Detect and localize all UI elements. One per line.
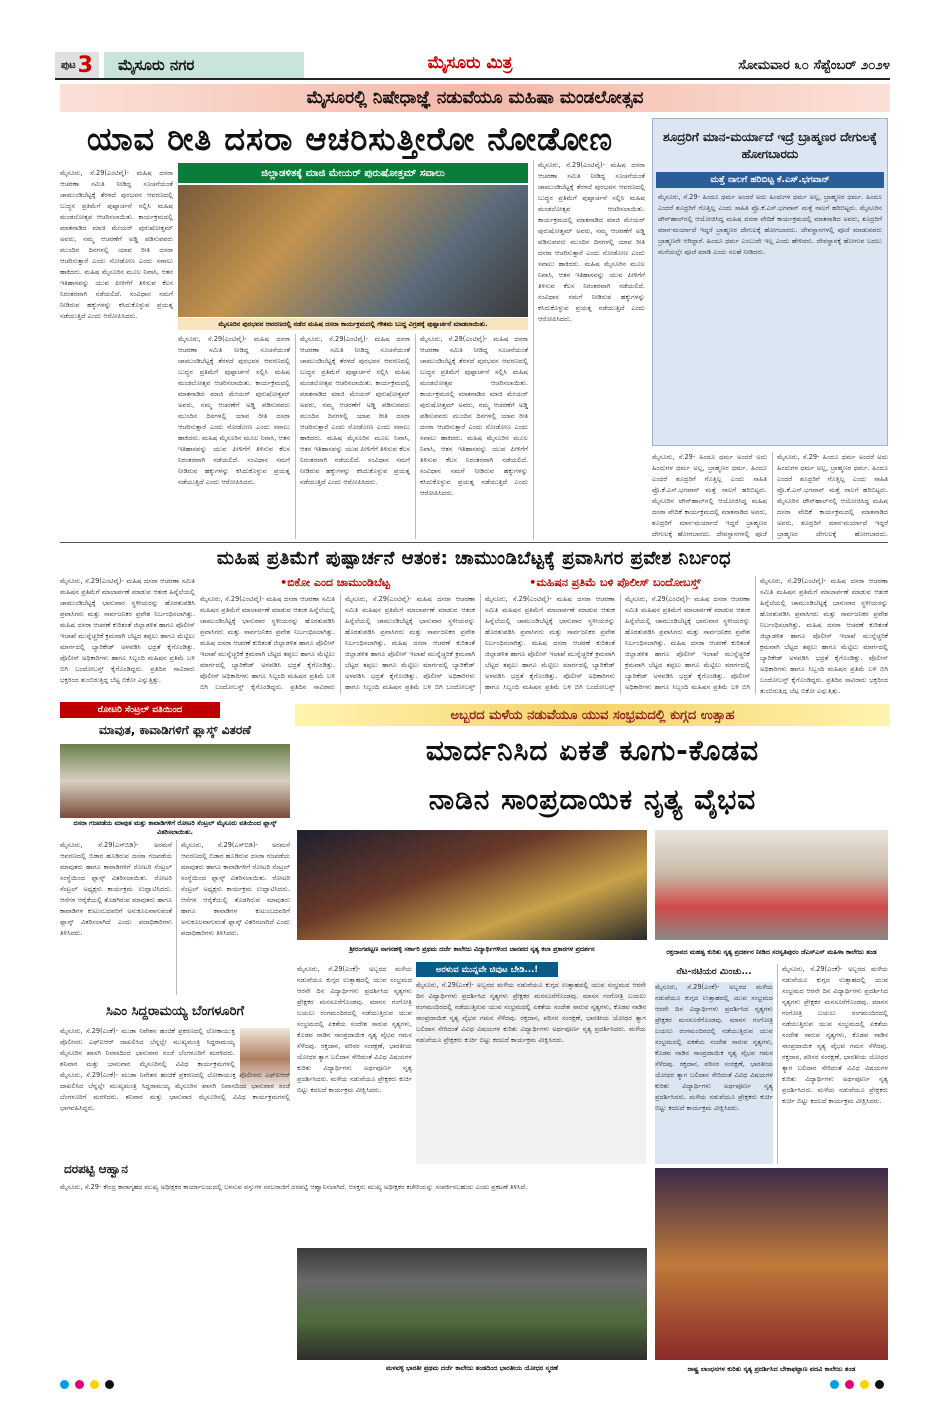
issue-date: ಸೋಮವಾರ ೩೦ ಸೆಪ್ಟೆಂಬರ್ ೨೦೨೪ xyxy=(738,57,890,73)
story7-headline-line1: ಮಾರ್ದನಿಸಿದ ಏಕತೆ ಕೂಗು-ಕೊಡವ xyxy=(425,734,760,767)
masthead: ಮೈಸೂರು ಮಿತ್ರ xyxy=(427,53,513,73)
story7-box1-body: ಮೈಸೂರು, ಸೆ.29(ಎಂಕೆ)- ಅಬ್ಬರದ ಮಳೆಯ ನಡುವೆಯೂ ಕುಗ್ಗದ ಉತ್ಸಾಹದಲ್ಲಿ ಯುವ ಸಂಭ್ರಮದ ಆರನೇ ದಿನ ವಿದ್ಯಾರ್ಥಿಗಳು ಪ್ರದರ್ಶಿಸಿದ ನೃತ್ಯಗಳು ಪ್ರೇಕ್ಷಕರ ಮನಸೂರೆಗೊಂಡವು. ಮಾನಸ ಗಂಗೋತ್ರಿ ಬಯಲು ರಂಗಮಂದಿರದಲ್ಲಿ ನಡೆಯುತ್ತಿರುವ ಯುವ ಸಂಭ್ರಮದಲ್ಲಿ ಏಕತೆಯ ಸಂದೇಶ ಸಾರುವ ನೃತ್ಯಗಳು, ಕೊಡವ ನಾಡಿನ ಸಾಂಪ್ರದಾಯಿಕ ನೃತ್ಯ ವೈಭವ ಗಮನ ಸೆಳೆದವು. ರಕ್ತದಾನ, ಪರಿಸರ ಸಂರಕ್ಷಣೆ, ಭಾರತೀಯ ಯೋಧರ ತ್ಯಾಗ ಬಲಿದಾನ ಸೇರಿದಂತೆ ವಿವಿಧ ವಿಷಯಗಳ ಕುರಿತು ವಿದ್ಯಾರ್ಥಿಗಳು ಅರ್ಥಪೂರ್ಣ ನೃತ್ಯ ಪ್ರದರ್ಶಿಸಿದರು. ಮಳೆಯ ನಡುವೆಯೂ ಪ್ರೇಕ್ಷಕರು ಕುರ್ಚಿ ಬಿಟ್ಟು ಕದಲದೆ ಕಾರ್ಯಕ್ರಮ ವೀಕ್ಷಿಸಿದರು. xyxy=(416,980,646,1164)
story3-tag2: •ಮಹಿಷನ ಪ್ರತಿಮೆ ಬಳಿ ಪೊಲೀಸ್ ಬಂದೋಬಸ್ತ್ xyxy=(529,576,701,589)
story4-body-col1: ಮೈಸೂರು, ಸೆ.29(ಎಸ್‌ಬಿಡಿ)- ಅರಮನೆ ಆವರಣದಲ್ಲಿ ಬಿಡಾರ ಹೂಡಿರುವ ದಸರಾ ಗಜಪಡೆಯ ಮಾವುತರು ಹಾಗೂ ಕಾವಾಡಿಗಳಿಗೆ ರೋಟರಿ ಸೆಂಟ್ರಲ್ ಸಂಸ್ಥೆಯಿಂದ ಫ್ಲಾಸ್ಕ್ ವಿತರಿಸಲಾಯಿತು. ರೋಟರಿ ಸೆಂಟ್ರಲ್ ಅಧ್ಯಕ್ಷರು ಕಾರ್ಯಕ್ರಮ ಉದ್ಘಾಟಿಸಿದರು. ಆನೆಗಳ ಆರೈಕೆಯಲ್ಲಿ ತೊಡಗಿರುವ ಮಾವುತರು ಹಾಗೂ ಕಾವಾಡಿಗಳ ಕುಟುಂಬದವರಿಗೆ ಅನುಕೂಲವಾಗುವಂತೆ ಫ್ಲಾಸ್ಕ್ ವಿತರಿಸಲಾಗಿದೆ ಎಂದು ಪದಾಧಿಕಾರಿಗಳು ತಿಳಿಸಿದರು. xyxy=(60,841,172,937)
story1-body-col1: ಮೈಸೂರು, ಸೆ.29(ಎಂಟಿವೈ)- ಮಹಿಷ ದಸರಾ ಆಚರಣಾ ಸಮಿತಿ ನೀಡಿದ್ದ ಸೂಚನೆಯಂತೆ ಚಾಮುಂಡಿಬೆಟ್ಟಕ್ಕೆ ತೆರಳದೆ ಪುರಭವನ ಆವರಣದಲ್ಲಿ ಬುದ್ಧನ ಪ್ರತಿಮೆಗೆ ಪುಷ್ಪಾರ್ಚನೆ ಸಲ್ಲಿಸಿ ಮಹಿಷ ಮಂಡಲೋತ್ಸವ ಆಚರಿಸಲಾಯಿತು. ಕಾರ್ಯಕ್ರಮದಲ್ಲಿ ಮಾತನಾಡಿದ ಮಾಜಿ ಮೇಯರ್ ಪುರುಷೋತ್ತಮ್ ಅವರು, ನಮ್ಮ ಆಚರಣೆಗೆ ಅಡ್ಡಿ ಪಡಿಸುವವರು ಮುಂದಿನ ದಿನಗಳಲ್ಲಿ ಯಾವ ರೀತಿ ದಸರಾ ಆಚರಿಸುತ್ತಾರೆ ಎಂದು ನೋಡೋಣ ಎಂದು ಸವಾಲು ಹಾಕಿದರು. ಮಹಿಷ ಮೈಸೂರಿನ ಮೂಲ ನಿವಾಸಿ, ಆತನ ಇತಿಹಾಸವನ್ನು ಯುವ ಪೀಳಿಗೆಗೆ ತಿಳಿಸುವ ಕೆಲಸ ನಿರಂತರವಾಗಿ ನಡೆಯಲಿದೆ. ಸಂವಿಧಾನ ನಮಗೆ ನೀಡಿರುವ ಹಕ್ಕುಗಳನ್ನು ಕಸಿದುಕೊಳ್ಳುವ ಪ್ರಯತ್ನ ನಡೆಯುತ್ತಿದೆ ಎಂದು ಆರೋಪಿಸಿದರು. xyxy=(60,169,173,320)
story3-body-col4: ಮೈಸೂರು, ಸೆ.29(ಎಂಟಿವೈ)- ಮಹಿಷ ದಸರಾ ಆಚರಣಾ ಸಮಿತಿ ಮಹಿಷನ ಪ್ರತಿಮೆಗೆ ಮಾಲಾರ್ಪಣೆ ಮಾಡುವ ಆತಂಕ ಹಿನ್ನೆಲೆಯಲ್ಲಿ ಚಾಮುಂಡಿಬೆಟ್ಟಕ್ಕೆ ಭಾನುವಾರ ಸ್ಥಳೀಯರನ್ನು ಹೊರತುಪಡಿಸಿ ಪ್ರವಾಸಿಗರು ಮತ್ತು ಸಾರ್ವಜನಿಕರ ಪ್ರವೇಶ ನಿರ್ಬಂಧಿಸಲಾಗಿತ್ತು. ಮಹಿಷ ದಸರಾ ಆಚರಣೆ ಕುರಿತಂತೆ ಜಿಲ್ಲಾಡಳಿತ ಹಾಗೂ ಪೊಲೀಸ್ ಇಲಾಖೆ ಮುನ್ನೆಚ್ಚರಿಕೆ ಕ್ರಮವಾಗಿ ಬೆಟ್ಟದ ತಪ್ಪಲು ಹಾಗೂ ಮೆಟ್ಟಿಲು ಮಾರ್ಗದಲ್ಲಿ ಬ್ಯಾರಿಕೇಡ್ ಅಳವಡಿಸಿ ಭದ್ರತೆ ಕೈಗೊಂಡಿತ್ತು. ಪೊಲೀಸ್ ಅಧಿಕಾರಿಗಳು ಹಾಗೂ ಸಿಬ್ಬಂದಿ ಮಹಿಷನ ಪ್ರತಿಮೆ ಬಳಿ ಬಿಗಿ ಬಂದೋಬಸ್ತ್ xyxy=(480,594,615,694)
story3-body-col5: ಮೈಸೂರು, ಸೆ.29(ಎಂಟಿವೈ)- ಮಹಿಷ ದಸರಾ ಆಚರಣಾ ಸಮಿತಿ ಮಹಿಷನ ಪ್ರತಿಮೆಗೆ ಮಾಲಾರ್ಪಣೆ ಮಾಡುವ ಆತಂಕ ಹಿನ್ನೆಲೆಯಲ್ಲಿ ಚಾಮುಂಡಿಬೆಟ್ಟಕ್ಕೆ ಭಾನುವಾರ ಸ್ಥಳೀಯರನ್ನು ಹೊರತುಪಡಿಸಿ ಪ್ರವಾಸಿಗರು ಮತ್ತು ಸಾರ್ವಜನಿಕರ ಪ್ರವೇಶ ನಿರ್ಬಂಧಿಸಲಾಗಿತ್ತು. ಮಹಿಷ ದಸರಾ ಆಚರಣೆ ಕುರಿತಂತೆ ಜಿಲ್ಲಾಡಳಿತ ಹಾಗೂ ಪೊಲೀಸ್ ಇಲಾಖೆ ಮುನ್ನೆಚ್ಚರಿಕೆ ಕ್ರಮವಾಗಿ ಬೆಟ್ಟದ ತಪ್ಪಲು ಹಾಗೂ ಮೆಟ್ಟಿಲು ಮಾರ್ಗದಲ್ಲಿ ಬ್ಯಾರಿಕೇಡ್ ಅಳವಡಿಸಿ ಭದ್ರತೆ ಕೈಗೊಂಡಿತ್ತು. ಪೊಲೀಸ್ ಅಧಿಕಾರಿಗಳು ಹಾಗೂ ಸಿಬ್ಬಂದಿ ಮಹಿಷನ ಪ್ರತಿಮೆ ಬಳಿ ಬಿಗಿ xyxy=(620,594,750,694)
story1-body-col3: ಮೈಸೂರು, ಸೆ.29(ಎಂಟಿವೈ)- ಮಹಿಷ ದಸರಾ ಆಚರಣಾ ಸಮಿತಿ ನೀಡಿದ್ದ ಸೂಚನೆಯಂತೆ ಚಾಮುಂಡಿಬೆಟ್ಟಕ್ಕೆ ತೆರಳದೆ ಪುರಭವನ ಆವರಣದಲ್ಲಿ ಬುದ್ಧನ ಪ್ರತಿಮೆಗೆ ಪುಷ್ಪಾರ್ಚನೆ ಸಲ್ಲಿಸಿ ಮಹಿಷ ಮಂಡಲೋತ್ಸವ ಆಚರಿಸಲಾಯಿತು. ಕಾರ್ಯಕ್ರಮದಲ್ಲಿ ಮಾತನಾಡಿದ ಮಾಜಿ ಮೇಯರ್ ಪುರುಷೋತ್ತಮ್ ಅವರು, ನಮ್ಮ ಆಚರಣೆಗೆ ಅಡ್ಡಿ ಪಡಿಸುವವರು ಮುಂದಿನ ದಿನಗಳಲ್ಲಿ ಯಾವ ರೀತಿ ದಸರಾ ಆಚರಿಸುತ್ತಾರೆ ಎಂದು ನೋಡೋಣ ಎಂದು ಸವಾಲು ಹಾಕಿದರು. ಮಹಿಷ ಮೈಸೂರಿನ ಮೂಲ ನಿವಾಸಿ, ಆತನ ಇತಿಹಾಸವನ್ನು ಯುವ ಪೀಳಿಗೆಗೆ ತಿಳಿಸುವ ಕೆಲಸ ನಿರಂತರವಾಗಿ ನಡೆಯಲಿದೆ. ಸಂವಿಧಾನ ನಮಗೆ ನೀಡಿರುವ ಹಕ್ಕುಗಳನ್ನು ಕಸಿದುಕೊಳ್ಳುವ ಪ್ರಯತ್ನ ನಡೆಯುತ್ತಿದೆ ಎಂದು ಆರೋಪಿಸಿದರು. xyxy=(295,334,410,539)
section-title: ಮೈಸೂರು ನಗರ xyxy=(104,52,304,78)
story1-body-col2: ಮೈಸೂರು, ಸೆ.29(ಎಂಟಿವೈ)- ಮಹಿಷ ದಸರಾ ಆಚರಣಾ ಸಮಿತಿ ನೀಡಿದ್ದ ಸೂಚನೆಯಂತೆ ಚಾಮುಂಡಿಬೆಟ್ಟಕ್ಕೆ ತೆರಳದೆ ಪುರಭವನ ಆವರಣದಲ್ಲಿ ಬುದ್ಧನ ಪ್ರತಿಮೆಗೆ ಪುಷ್ಪಾರ್ಚನೆ ಸಲ್ಲಿಸಿ ಮಹಿಷ ಮಂಡಲೋತ್ಸವ ಆಚರಿಸಲಾಯಿತು. ಕಾರ್ಯಕ್ರಮದಲ್ಲಿ ಮಾತನಾಡಿದ ಮಾಜಿ ಮೇಯರ್ ಪುರುಷೋತ್ತಮ್ ಅವರು, ನಮ್ಮ ಆಚರಣೆಗೆ ಅಡ್ಡಿ ಪಡಿಸುವವರು ಮುಂದಿನ ದಿನಗಳಲ್ಲಿ ಯಾವ ರೀತಿ ದಸರಾ ಆಚರಿಸುತ್ತಾರೆ ಎಂದು ನೋಡೋಣ ಎಂದು ಸವಾಲು ಹಾಕಿದರು. ಮಹಿಷ ಮೈಸೂರಿನ ಮೂಲ ನಿವಾಸಿ, ಆತನ ಇತಿಹಾಸವನ್ನು ಯುವ ಪೀಳಿಗೆಗೆ ತಿಳಿಸುವ ಕೆಲಸ ನಿರಂತರವಾಗಿ ನಡೆಯಲಿದೆ. ಸಂವಿಧಾನ ನಮಗೆ ನೀಡಿರುವ ಹಕ್ಕುಗಳನ್ನು ಕಸಿದುಕೊಳ್ಳುವ ಪ್ರಯತ್ನ ನಡೆಯುತ್ತಿದೆ ಎಂದು ಆರೋಪಿಸಿದರು. xyxy=(178,335,290,486)
story7-box2-body: ಮೈಸೂರು, ಸೆ.29(ಎಂಕೆ)- ಅಬ್ಬರದ ಮಳೆಯ ನಡುವೆಯೂ ಕುಗ್ಗದ ಉತ್ಸಾಹದಲ್ಲಿ ಯುವ ಸಂಭ್ರಮದ ಆರನೇ ದಿನ ವಿದ್ಯಾರ್ಥಿಗಳು ಪ್ರದರ್ಶಿಸಿದ ನೃತ್ಯಗಳು ಪ್ರೇಕ್ಷಕರ ಮನಸೂರೆಗೊಂಡವು. ಮಾನಸ ಗಂಗೋತ್ರಿ ಬಯಲು ರಂಗಮಂದಿರದಲ್ಲಿ ನಡೆಯುತ್ತಿರುವ ಯುವ ಸಂಭ್ರಮದಲ್ಲಿ ಏಕತೆಯ ಸಂದೇಶ ಸಾರುವ ನೃತ್ಯಗಳು, ಕೊಡವ ನಾಡಿನ ಸಾಂಪ್ರದಾಯಿಕ ನೃತ್ಯ ವೈಭವ ಗಮನ ಸೆಳೆದವು. ರಕ್ತದಾನ, ಪರಿಸರ ಸಂರಕ್ಷಣೆ, ಭಾರತೀಯ ಯೋಧರ ತ್ಯಾಗ ಬಲಿದಾನ ಸೇರಿದಂತೆ ವಿವಿಧ ವಿಷಯಗಳ ಕುರಿತು ವಿದ್ಯಾರ್ಥಿಗಳು ಅರ್ಥಪೂರ್ಣ ನೃತ್ಯ ಪ್ರದರ್ಶಿಸಿದರು. ಮಳೆಯ ನಡುವೆಯೂ ಪ್ರೇಕ್ಷಕರು ಕುರ್ಚಿ ಬಿಟ್ಟು ಕದಲದೆ ಕಾರ್ಯಕ್ರಮ ವೀಕ್ಷಿಸಿದರು. xyxy=(655,982,773,1164)
divider xyxy=(60,542,888,543)
story4-photo xyxy=(60,744,290,818)
story1-subhead: ಜಿಲ್ಲಾಡಳಿತಕ್ಕೆ ಮಾಜಿ ಮೇಯರ್ ಪುರುಷೋತ್ತಮ್ ಸವಾಲು xyxy=(178,163,528,183)
story7-body-col4: ಮೈಸೂರು, ಸೆ.29(ಎಂಕೆ)- ಅಬ್ಬರದ ಮಳೆಯ ನಡುವೆಯೂ ಕುಗ್ಗದ ಉತ್ಸಾಹದಲ್ಲಿ ಯುವ ಸಂಭ್ರಮದ ಆರನೇ ದಿನ ವಿದ್ಯಾರ್ಥಿಗಳು ಪ್ರದರ್ಶಿಸಿದ ನೃತ್ಯಗಳು ಪ್ರೇಕ್ಷಕರ ಮನಸೂರೆಗೊಂಡವು. ಮಾನಸ ಗಂಗೋತ್ರಿ ಬಯಲು ರಂಗಮಂದಿರದಲ್ಲಿ ನಡೆಯುತ್ತಿರುವ ಯುವ ಸಂಭ್ರಮದಲ್ಲಿ ಏಕತೆಯ ಸಂದೇಶ ಸಾರುವ ನೃತ್ಯಗಳು, ಕೊಡವ ನಾಡಿನ ಸಾಂಪ್ರದಾಯಿಕ ನೃತ್ಯ ವೈಭವ ಗಮನ ಸೆಳೆದವು. ರಕ್ತದಾನ, ಪರಿಸರ ಸಂರಕ್ಷಣೆ, ಭಾರತೀಯ ಯೋಧರ ತ್ಯಾಗ ಬಲಿದಾನ ಸೇರಿದಂತೆ ವಿವಿಧ ವಿಷಯಗಳ ಕುರಿತು ವಿದ್ಯಾರ್ಥಿಗಳು ಅರ್ಥಪೂರ್ಣ ನೃತ್ಯ ಪ್ರದರ್ಶಿಸಿದರು. ಮಳೆಯ ನಡುವೆಯೂ ಪ್ರೇಕ್ಷಕರು ಕುರ್ಚಿ ಬಿಟ್ಟು ಕದಲದೆ ಕಾರ್ಯಕ್ರಮ ವೀಕ್ಷಿಸಿದರು. xyxy=(777,964,888,1164)
story1-body-col5: ಮೈಸೂರು, ಸೆ.29(ಎಂಟಿವೈ)- ಮಹಿಷ ದಸರಾ ಆಚರಣಾ ಸಮಿತಿ ನೀಡಿದ್ದ ಸೂಚನೆಯಂತೆ ಚಾಮುಂಡಿಬೆಟ್ಟಕ್ಕೆ ತೆರಳದೆ ಪುರಭವನ ಆವರಣದಲ್ಲಿ ಬುದ್ಧನ ಪ್ರತಿಮೆಗೆ ಪುಷ್ಪಾರ್ಚನೆ ಸಲ್ಲಿಸಿ ಮಹಿಷ ಮಂಡಲೋತ್ಸವ ಆಚರಿಸಲಾಯಿತು. ಕಾರ್ಯಕ್ರಮದಲ್ಲಿ ಮಾತನಾಡಿದ ಮಾಜಿ ಮೇಯರ್ ಪುರುಷೋತ್ತಮ್ ಅವರು, ನಮ್ಮ ಆಚರಣೆಗೆ ಅಡ್ಡಿ ಪಡಿಸುವವರು ಮುಂದಿನ ದಿನಗಳಲ್ಲಿ ಯಾವ ರೀತಿ ದಸರಾ ಆಚರಿಸುತ್ತಾರೆ ಎಂದು ನೋಡೋಣ ಎಂದು ಸವಾಲು ಹಾಕಿದರು. ಮಹಿಷ ಮೈಸೂರಿನ ಮೂಲ ನಿವಾಸಿ, ಆತನ ಇತಿಹಾಸವನ್ನು ಯುವ ಪೀಳಿಗೆಗೆ ತಿಳಿಸುವ ಕೆಲಸ ನಿರಂತರವಾಗಿ ನಡೆಯಲಿದೆ. ಸಂವಿಧಾನ ನಮಗೆ ನೀಡಿರುವ ಹಕ್ಕುಗಳನ್ನು ಕಸಿದುಕೊಳ್ಳುವ ಪ್ರಯತ್ನ ನಡೆಯುತ್ತಿದೆ ಎಂದು ಆರೋಪಿಸಿದರು. xyxy=(533,160,645,540)
story3-body-col6: ಮೈಸೂರು, ಸೆ.29(ಎಂಟಿವೈ)- ಮಹಿಷ ದಸರಾ ಆಚರಣಾ ಸಮಿತಿ ಮಹಿಷನ ಪ್ರತಿಮೆಗೆ ಮಾಲಾರ್ಪಣೆ ಮಾಡುವ ಆತಂಕ ಹಿನ್ನೆಲೆಯಲ್ಲಿ ಚಾಮುಂಡಿಬೆಟ್ಟಕ್ಕೆ ಭಾನುವಾರ ಸ್ಥಳೀಯರನ್ನು ಹೊರತುಪಡಿಸಿ ಪ್ರವಾಸಿಗರು ಮತ್ತು ಸಾರ್ವಜನಿಕರ ಪ್ರವೇಶ ನಿರ್ಬಂಧಿಸಲಾಗಿತ್ತು. ಮಹಿಷ ದಸರಾ ಆಚರಣೆ ಕುರಿತಂತೆ ಜಿಲ್ಲಾಡಳಿತ ಹಾಗೂ ಪೊಲೀಸ್ ಇಲಾಖೆ ಮುನ್ನೆಚ್ಚರಿಕೆ ಕ್ರಮವಾಗಿ ಬೆಟ್ಟದ ತಪ್ಪಲು ಹಾಗೂ ಮೆಟ್ಟಿಲು ಮಾರ್ಗದಲ್ಲಿ ಬ್ಯಾರಿಕೇಡ್ ಅಳವಡಿಸಿ ಭದ್ರತೆ ಕೈಗೊಂಡಿತ್ತು. ಪೊಲೀಸ್ ಅಧಿಕಾರಿಗಳು ಹಾಗೂ ಸಿಬ್ಬಂದಿ ಮಹಿಷನ ಪ್ರತಿಮೆ ಬಳಿ ಬಿಗಿ ಬಂದೋಬಸ್ತ್ ಕೈಗೊಂಡಿದ್ದರು. ಪ್ರತಿದಿನ ಸಾವಿರಾರು ಭಕ್ತರಿಂದ ತುಂಬಿರುತ್ತಿದ್ದ ಬೆಟ್ಟ ಬಿಕೋ ಎನ್ನುತ್ತಿತ್ತು. xyxy=(755,576,888,694)
story7-body-col1: ಮೈಸೂರು, ಸೆ.29(ಎಂಕೆ)- ಅಬ್ಬರದ ಮಳೆಯ ನಡುವೆಯೂ ಕುಗ್ಗದ ಉತ್ಸಾಹದಲ್ಲಿ ಯುವ ಸಂಭ್ರಮದ ಆರನೇ ದಿನ ವಿದ್ಯಾರ್ಥಿಗಳು ಪ್ರದರ್ಶಿಸಿದ ನೃತ್ಯಗಳು ಪ್ರೇಕ್ಷಕರ ಮನಸೂರೆಗೊಂಡವು. ಮಾನಸ ಗಂಗೋತ್ರಿ ಬಯಲು ರಂಗಮಂದಿರದಲ್ಲಿ ನಡೆಯುತ್ತಿರುವ ಯುವ ಸಂಭ್ರಮದಲ್ಲಿ ಏಕತೆಯ ಸಂದೇಶ ಸಾರುವ ನೃತ್ಯಗಳು, ಕೊಡವ ನಾಡಿನ ಸಾಂಪ್ರದಾಯಿಕ ನೃತ್ಯ ವೈಭವ ಗಮನ ಸೆಳೆದವು. ರಕ್ತದಾನ, ಪರಿಸರ ಸಂರಕ್ಷಣೆ, ಭಾರತೀಯ ಯೋಧರ ತ್ಯಾಗ ಬಲಿದಾನ ಸೇರಿದಂತೆ ವಿವಿಧ ವಿಷಯಗಳ ಕುರಿತು ವಿದ್ಯಾರ್ಥಿಗಳು ಅರ್ಥಪೂರ್ಣ ನೃತ್ಯ ಪ್ರದರ್ಶಿಸಿದರು. ಮಳೆಯ ನಡುವೆಯೂ ಪ್ರೇಕ್ಷಕರು ಕುರ್ಚಿ ಬಿಟ್ಟು ಕದಲದೆ ಕಾರ್ಯಕ್ರಮ ವೀಕ್ಷಿಸಿದರು. xyxy=(297,965,412,1094)
story1-photo xyxy=(178,185,528,317)
story6-headline: ದರಪಟ್ಟಿ ಆಹ್ವಾನ xyxy=(64,1161,128,1176)
story2-headline: ಶೂದ್ರರಿಗೆ ಮಾನ-ಮರ್ಯಾದೆ ಇದ್ರೆ ಬ್ರಾಹ್ಮಣರ ದೇಗುಲಕ್ಕೆ ಹೋಗಬಾರದು xyxy=(663,130,877,161)
page-number: 3 xyxy=(77,52,93,78)
story7-box1-title: ಅರಳುವ ಮುನ್ನವೇ ಚಿವುಟ ಬೇಡಿ...! xyxy=(416,962,558,977)
story1-headline: ಯಾವ ರೀತಿ ದಸರಾ ಆಚರಿಸುತ್ತೀರೋ ನೋಡೋಣ xyxy=(86,119,614,158)
story7-photo-4 xyxy=(655,1168,888,1360)
story7-photo-1-caption: ಶ್ರೀರಂಗಪಟ್ಟಣ ನಾಗನಹಳ್ಳಿ ಸರ್ಕಾರಿ ಪ್ರಥಮ ದರ್ಜೆ ಕಾಲೇಜು ವಿದ್ಯಾರ್ಥಿಗಳಿಂದ ಜಾನಪದ ನೃತ್ಯ ಕಲಾ ಪ್ರಕಾರಗಳ ಪ್ರದರ್ಶನ xyxy=(349,944,595,953)
story7-box2-title: ನೆಟ-ನಟಿಯರ ಮಿಂಚು... xyxy=(676,966,752,977)
story1-photo-caption: ಮೈಸೂರಿನ ಪುರಭವನ ಆವರಣದಲ್ಲಿ ನಡೆದ ಮಹಿಷ ದಸರಾ ಕಾರ್ಯಕ್ರಮದಲ್ಲಿ ಗೌತಮ ಬುದ್ಧ ವಿಗ್ರಹಕ್ಕೆ ಪುಷ್ಪಾರ್ಚನೆ ಮಾಡಲಾಯಿತು. xyxy=(178,318,528,330)
story5-body: ಮೈಸೂರು, ಸೆ.29(ಎಂಕೆ)- ಮುಡಾ ನಿವೇಶನ ಹಂಚಿಕೆ ಪ್ರಕರಣದಲ್ಲಿ ಲೋಕಾಯುಕ್ತ ಪೊಲೀಸರು ಎಫ್‌ಐಆರ್ ದಾಖಲಿಸಿದ ಬೆನ್ನಲ್ಲೇ ಮುಖ್ಯಮಂತ್ರಿ ಸಿದ್ದರಾಮಯ್ಯ ಮೈಸೂರಿನ ಖಾಸಗಿ ನಿವಾಸದಿಂದ ಭಾನುವಾರ ಸಂಜೆ ಬೆಂಗಳೂರಿಗೆ ಮರಳಿದರು. ಶನಿವಾರ ಮತ್ತು ಭಾನುವಾರ ಮೈಸೂರಿನಲ್ಲಿ ವಿವಿಧ ಕಾರ್ಯಕ್ರಮಗಳಲ್ಲಿ xyxy=(60,1027,235,1068)
page-label: ಪುಟ xyxy=(61,59,76,71)
story7-photo-1 xyxy=(297,830,647,940)
story4-headline: ಮಾವುತ, ಕಾವಾಡಿಗಳಿಗೆ ಫ್ಲಾಸ್ಕ್ ವಿತರಣೆ xyxy=(99,722,251,737)
registration-dots-left xyxy=(60,1380,114,1389)
story7-kicker: ಅಬ್ಬರದ ಮಳೆಯ ನಡುವೆಯೂ ಯುವ ಸಂಭ್ರಮದಲ್ಲಿ ಕುಗ್ಗದ ಉತ್ಸಾಹ xyxy=(295,704,890,726)
story3-body-col1: ಮೈಸೂರು, ಸೆ.29(ಎಂಟಿವೈ)- ಮಹಿಷ ದಸರಾ ಆಚರಣಾ ಸಮಿತಿ ಮಹಿಷನ ಪ್ರತಿಮೆಗೆ ಮಾಲಾರ್ಪಣೆ ಮಾಡುವ ಆತಂಕ ಹಿನ್ನೆಲೆಯಲ್ಲಿ ಚಾಮುಂಡಿಬೆಟ್ಟಕ್ಕೆ ಭಾನುವಾರ ಸ್ಥಳೀಯರನ್ನು ಹೊರತುಪಡಿಸಿ ಪ್ರವಾಸಿಗರು ಮತ್ತು ಸಾರ್ವಜನಿಕರ ಪ್ರವೇಶ ನಿರ್ಬಂಧಿಸಲಾಗಿತ್ತು. ಮಹಿಷ ದಸರಾ ಆಚರಣೆ ಕುರಿತಂತೆ ಜಿಲ್ಲಾಡಳಿತ ಹಾಗೂ ಪೊಲೀಸ್ ಇಲಾಖೆ ಮುನ್ನೆಚ್ಚರಿಕೆ ಕ್ರಮವಾಗಿ ಬೆಟ್ಟದ ತಪ್ಪಲು ಹಾಗೂ ಮೆಟ್ಟಿಲು ಮಾರ್ಗದಲ್ಲಿ ಬ್ಯಾರಿಕೇಡ್ ಅಳವಡಿಸಿ ಭದ್ರತೆ ಕೈಗೊಂಡಿತ್ತು. ಪೊಲೀಸ್ ಅಧಿಕಾರಿಗಳು ಹಾಗೂ ಸಿಬ್ಬಂದಿ ಮಹಿಷನ ಪ್ರತಿಮೆ ಬಳಿ ಬಿಗಿ ಬಂದೋಬಸ್ತ್ ಕೈಗೊಂಡಿದ್ದರು. ಪ್ರತಿದಿನ ಸಾವಿರಾರು ಭಕ್ತರಿಂದ ತುಂಬಿರುತ್ತಿದ್ದ ಬೆಟ್ಟ ಬಿಕೋ ಎನ್ನುತ್ತಿತ್ತು. xyxy=(60,577,195,684)
story7-photo-3 xyxy=(297,1248,647,1360)
story2-body: ಮೈಸೂರು, ಸೆ.29- ಹಿಂದೂ ಧರ್ಮ ಅಂದರೆ ಅದು ಹಿಂದುಗಳ ಧರ್ಮ ಅಲ್ಲ, ಬ್ರಾಹ್ಮಣರ ಧರ್ಮ. ಹಿಂದೂ ಎಂದರೆ ಶೂದ್ರರಿಗೆ ಗೊತ್ತಿಲ್ಲ ಎಂದು ಸಾಹಿತಿ ಪ್ರೊ.ಕೆ.ಎಸ್.ಭಗವಾನ್ ಮತ್ತೆ ನಾಲಗೆ ಹರಿಬಿಟ್ಟರು. ಮೈಸೂರಿನ ಟೌನ್‌ಹಾಲ್‌ನಲ್ಲಿ ಆಯೋಜಿಸಿದ್ದ ಮಹಿಷ ದಸರಾ ವೇದಿಕೆ ಕಾರ್ಯಕ್ರಮದಲ್ಲಿ ಮಾತನಾಡಿದ ಅವರು, ಶೂದ್ರರಿಗೆ ಮಾನ-ಮರ್ಯಾದೆ ಇದ್ದರೆ ಬ್ರಾಹ್ಮಣರ ದೇಗುಲಕ್ಕೆ ಹೋಗಬಾರದು. ದೇವಸ್ಥಾನಗಳಲ್ಲಿ ಪೂಜೆ ಮಾಡುವವರು ಬ್ರಾಹ್ಮಣರೇ ಆಗಿದ್ದಾರೆ. ಹಿಂದೂ ಧರ್ಮ ಎಂಬುದೇ ಇಲ್ಲ ಎಂದು ಹೇಳಿದರು. ದೇವಸ್ಥಾನಕ್ಕೆ ಹೋಗುವ ಬದಲು ಮನೆಯಲ್ಲೇ ಪೂಜೆ ಮಾಡಿ ಎಂದು ಸಲಹೆ ನೀಡಿದರು. xyxy=(658,193,882,256)
story2-subhead: ಮತ್ತೆ ನಾಲಗೆ ಹರಿಬಿಟ್ಟ ಕೆ.ಎಸ್.ಭಗವಾನ್ xyxy=(656,172,884,188)
story7-photo-2-caption: ರಕ್ತದಾನದ ಮಹತ್ವ ಕುರಿತು ನೃತ್ಯ ಪ್ರದರ್ಶನ ನೀಡಿದ ಸರಸ್ವತಿಪುರಂ ಜೆಎಸ್‌ಎಸ್ ಮಹಿಳಾ ಕಾಲೇಜು ತಂಡ xyxy=(666,947,877,956)
story1-kicker: ಮೈಸೂರಲ್ಲಿ ನಿಷೇಧಾಜ್ಞೆ ನಡುವೆಯೂ ಮಹಿಷಾ ಮಂಡಲೋತ್ಸವ xyxy=(60,84,890,112)
story3-tag1: •ಬಿಕೋ ಎಂದ ಚಾಮುಂಡಿಬೆಟ್ಟ xyxy=(280,576,390,589)
story7-photo-2 xyxy=(655,830,888,940)
story2-body-col3: ಮೈಸೂರು, ಸೆ.29- ಹಿಂದೂ ಧರ್ಮ ಅಂದರೆ ಅದು ಹಿಂದುಗಳ ಧರ್ಮ ಅಲ್ಲ, ಬ್ರಾಹ್ಮಣರ ಧರ್ಮ. ಹಿಂದೂ ಎಂದರೆ ಶೂದ್ರರಿಗೆ ಗೊತ್ತಿಲ್ಲ ಎಂದು ಸಾಹಿತಿ ಪ್ರೊ.ಕೆ.ಎಸ್.ಭಗವಾನ್ ಮತ್ತೆ ನಾಲಗೆ ಹರಿಬಿಟ್ಟರು. ಮೈಸೂರಿನ ಟೌನ್‌ಹಾಲ್‌ನಲ್ಲಿ ಆಯೋಜಿಸಿದ್ದ ಮಹಿಷ ದಸರಾ ವೇದಿಕೆ ಕಾರ್ಯಕ್ರಮದಲ್ಲಿ ಮಾತನಾಡಿದ ಅವರು, ಶೂದ್ರರಿಗೆ ಮಾನ-ಮರ್ಯಾದೆ ಇದ್ದರೆ ಬ್ರಾಹ್ಮಣರ ದೇಗುಲಕ್ಕೆ ಹೋಗಬಾರದು. xyxy=(772,452,888,540)
story7-photo-4-caption: ರಾಷ್ಟ್ರ ಲಾಂಛನಗಳ ಕುರಿತು ನೃತ್ಯ ಪ್ರದರ್ಶಿಸಿದ ಬೇಕಾಫಟ್ಟಾಣ ಪದವಿ ಕಾಲೇಜು ತಂಡ xyxy=(687,1364,856,1373)
story5-headline: ಸಿಎಂ ಸಿದ್ದರಾಮಯ್ಯ ಬೆಂಗಳೂರಿಗೆ xyxy=(105,1003,245,1019)
story3-body-col2: ಮೈಸೂರು, ಸೆ.29(ಎಂಟಿವೈ)- ಮಹಿಷ ದಸರಾ ಆಚರಣಾ ಸಮಿತಿ ಮಹಿಷನ ಪ್ರತಿಮೆಗೆ ಮಾಲಾರ್ಪಣೆ ಮಾಡುವ ಆತಂಕ ಹಿನ್ನೆಲೆಯಲ್ಲಿ ಚಾಮುಂಡಿಬೆಟ್ಟಕ್ಕೆ ಭಾನುವಾರ ಸ್ಥಳೀಯರನ್ನು ಹೊರತುಪಡಿಸಿ ಪ್ರವಾಸಿಗರು ಮತ್ತು ಸಾರ್ವಜನಿಕರ ಪ್ರವೇಶ ನಿರ್ಬಂಧಿಸಲಾಗಿತ್ತು. ಮಹಿಷ ದಸರಾ ಆಚರಣೆ ಕುರಿತಂತೆ ಜಿಲ್ಲಾಡಳಿತ ಹಾಗೂ ಪೊಲೀಸ್ ಇಲಾಖೆ ಮುನ್ನೆಚ್ಚರಿಕೆ ಕ್ರಮವಾಗಿ ಬೆಟ್ಟದ ತಪ್ಪಲು ಹಾಗೂ ಮೆಟ್ಟಿಲು ಮಾರ್ಗದಲ್ಲಿ ಬ್ಯಾರಿಕೇಡ್ ಅಳವಡಿಸಿ ಭದ್ರತೆ ಕೈಗೊಂಡಿತ್ತು. ಪೊಲೀಸ್ ಅಧಿಕಾರಿಗಳು ಹಾಗೂ ಸಿಬ್ಬಂದಿ ಮಹಿಷನ ಪ್ರತಿಮೆ ಬಳಿ ಬಿಗಿ ಬಂದೋಬಸ್ತ್ ಕೈಗೊಂಡಿದ್ದರು. ಪ್ರತಿದಿನ ಸಾವಿರಾರು xyxy=(200,595,335,691)
story3-headline: ಮಹಿಷ ಪ್ರತಿಮೆಗೆ ಪುಷ್ಪಾರ್ಚನೆ ಆತಂಕ: ಚಾಮುಂಡಿಬೆಟ್ಟಕ್ಕೆ ಪ್ರವಾಸಿಗರ ಪ್ರವೇಶ ನಿರ್ಬಂಧ xyxy=(216,547,732,569)
story4-body-col2: ಮೈಸೂರು, ಸೆ.29(ಎಸ್‌ಬಿಡಿ)- ಅರಮನೆ ಆವರಣದಲ್ಲಿ ಬಿಡಾರ ಹೂಡಿರುವ ದಸರಾ ಗಜಪಡೆಯ ಮಾವುತರು ಹಾಗೂ ಕಾವಾಡಿಗಳಿಗೆ ರೋಟರಿ ಸೆಂಟ್ರಲ್ ಸಂಸ್ಥೆಯಿಂದ ಫ್ಲಾಸ್ಕ್ ವಿತರಿಸಲಾಯಿತು. ರೋಟರಿ ಸೆಂಟ್ರಲ್ ಅಧ್ಯಕ್ಷರು ಕಾರ್ಯಕ್ರಮ ಉದ್ಘಾಟಿಸಿದರು. ಆನೆಗಳ ಆರೈಕೆಯಲ್ಲಿ ತೊಡಗಿರುವ ಮಾವುತರು ಹಾಗೂ ಕಾವಾಡಿಗಳ ಕುಟುಂಬದವರಿಗೆ ಅನುಕೂಲವಾಗುವಂತೆ ಫ್ಲಾಸ್ಕ್ ವಿತರಿಸಲಾಗಿದೆ ಎಂದು ಪದಾಧಿಕಾರಿಗಳು ತಿಳಿಸಿದರು. xyxy=(176,840,290,995)
story2-body-col2: ಮೈಸೂರು, ಸೆ.29- ಹಿಂದೂ ಧರ್ಮ ಅಂದರೆ ಅದು ಹಿಂದುಗಳ ಧರ್ಮ ಅಲ್ಲ, ಬ್ರಾಹ್ಮಣರ ಧರ್ಮ. ಹಿಂದೂ ಎಂದರೆ ಶೂದ್ರರಿಗೆ ಗೊತ್ತಿಲ್ಲ ಎಂದು ಸಾಹಿತಿ ಪ್ರೊ.ಕೆ.ಎಸ್.ಭಗವಾನ್ ಮತ್ತೆ ನಾಲಗೆ ಹರಿಬಿಟ್ಟರು. ಮೈಸೂರಿನ ಟೌನ್‌ಹಾಲ್‌ನಲ್ಲಿ ಆಯೋಜಿಸಿದ್ದ ಮಹಿಷ ದಸರಾ ವೇದಿಕೆ ಕಾರ್ಯಕ್ರಮದಲ್ಲಿ ಮಾತನಾಡಿದ ಅವರು, ಶೂದ್ರರಿಗೆ ಮಾನ-ಮರ್ಯಾದೆ ಇದ್ದರೆ ಬ್ರಾಹ್ಮಣರ ದೇಗುಲಕ್ಕೆ ಹೋಗಬಾರದು. ದೇವಸ್ಥಾನಗಳಲ್ಲಿ ಪೂಜೆ xyxy=(652,453,767,538)
registration-dots-right xyxy=(830,1380,884,1389)
story6-body: ಮೈಸೂರು, ಸೆ.29- ಕೇಂದ್ರ ಕಾರಾಗೃಹದ ಮುಖ್ಯ ಅಧೀಕ್ಷಕರ ಕಾರ್ಯಾಲಯದಲ್ಲಿ ಬಳಸುವ ವಸ್ತುಗಳ ಸರಬರಾಜಿಗೆ ದರಪಟ್ಟಿ ಆಹ್ವಾನಿಸಲಾಗಿದೆ. ಆಸಕ್ತರು ಮುಖ್ಯ ಅಧೀಕ್ಷಕರ ಕಚೇರಿಯನ್ನು ಸಂಪರ್ಕಿಸಬಹುದು ಎಂದು ಪ್ರಕಟಣೆ ತಿಳಿಸಿದೆ. xyxy=(60,1183,528,1191)
story1-body-col4: ಮೈಸೂರು, ಸೆ.29(ಎಂಟಿವೈ)- ಮಹಿಷ ದಸರಾ ಆಚರಣಾ ಸಮಿತಿ ನೀಡಿದ್ದ ಸೂಚನೆಯಂತೆ ಚಾಮುಂಡಿಬೆಟ್ಟಕ್ಕೆ ತೆರಳದೆ ಪುರಭವನ ಆವರಣದಲ್ಲಿ ಬುದ್ಧನ ಪ್ರತಿಮೆಗೆ ಪುಷ್ಪಾರ್ಚನೆ ಸಲ್ಲಿಸಿ ಮಹಿಷ ಮಂಡಲೋತ್ಸವ ಆಚರಿಸಲಾಯಿತು. ಕಾರ್ಯಕ್ರಮದಲ್ಲಿ ಮಾತನಾಡಿದ ಮಾಜಿ ಮೇಯರ್ ಪುರುಷೋತ್ತಮ್ ಅವರು, ನಮ್ಮ ಆಚರಣೆಗೆ ಅಡ್ಡಿ ಪಡಿಸುವವರು ಮುಂದಿನ ದಿನಗಳಲ್ಲಿ ಯಾವ ರೀತಿ ದಸರಾ ಆಚರಿಸುತ್ತಾರೆ ಎಂದು ನೋಡೋಣ ಎಂದು ಸವಾಲು ಹಾಕಿದರು. ಮಹಿಷ ಮೈಸೂರಿನ ಮೂಲ ನಿವಾಸಿ, ಆತನ ಇತಿಹಾಸವನ್ನು ಯುವ ಪೀಳಿಗೆಗೆ ತಿಳಿಸುವ ಕೆಲಸ ನಿರಂತರವಾಗಿ ನಡೆಯಲಿದೆ. ಸಂವಿಧಾನ ನಮಗೆ ನೀಡಿರುವ ಹಕ್ಕುಗಳನ್ನು ಕಸಿದುಕೊಳ್ಳುವ ಪ್ರಯತ್ನ ನಡೆಯುತ್ತಿದೆ ಎಂದು ಆರೋಪಿಸಿದರು. xyxy=(415,334,528,539)
story4-photo-caption: ದಸರಾ ಗಜಪಡೆಯ ಮಾವುತ ಮತ್ತು ಕಾವಾಡಿಗಳಿಗೆ ರೋಟರಿ ಸೆಂಟ್ರಲ್ ಮೈಸೂರು ವತಿಯಿಂದ ಫ್ಲಾಸ್ಕ್ ವಿತರಿಸಲಾಯಿತು. xyxy=(73,819,277,836)
story7-headline-line2: ನಾಡಿನ ಸಾಂಪ್ರದಾಯಿಕ ನೃತ್ಯ ವೈಭವ xyxy=(428,783,757,816)
story3-body-col3: ಮೈಸೂರು, ಸೆ.29(ಎಂಟಿವೈ)- ಮಹಿಷ ದಸರಾ ಆಚರಣಾ ಸಮಿತಿ ಮಹಿಷನ ಪ್ರತಿಮೆಗೆ ಮಾಲಾರ್ಪಣೆ ಮಾಡುವ ಆತಂಕ ಹಿನ್ನೆಲೆಯಲ್ಲಿ ಚಾಮುಂಡಿಬೆಟ್ಟಕ್ಕೆ ಭಾನುವಾರ ಸ್ಥಳೀಯರನ್ನು ಹೊರತುಪಡಿಸಿ ಪ್ರವಾಸಿಗರು ಮತ್ತು ಸಾರ್ವಜನಿಕರ ಪ್ರವೇಶ ನಿರ್ಬಂಧಿಸಲಾಗಿತ್ತು. ಮಹಿಷ ದಸರಾ ಆಚರಣೆ ಕುರಿತಂತೆ ಜಿಲ್ಲಾಡಳಿತ ಹಾಗೂ ಪೊಲೀಸ್ ಇಲಾಖೆ ಮುನ್ನೆಚ್ಚರಿಕೆ ಕ್ರಮವಾಗಿ ಬೆಟ್ಟದ ತಪ್ಪಲು ಹಾಗೂ ಮೆಟ್ಟಿಲು ಮಾರ್ಗದಲ್ಲಿ ಬ್ಯಾರಿಕೇಡ್ ಅಳವಡಿಸಿ ಭದ್ರತೆ ಕೈಗೊಂಡಿತ್ತು. ಪೊಲೀಸ್ ಅಧಿಕಾರಿಗಳು ಹಾಗೂ ಸಿಬ್ಬಂದಿ ಮಹಿಷನ ಪ್ರತಿಮೆ ಬಳಿ ಬಿಗಿ ಬಂದೋಬಸ್ತ್ xyxy=(340,594,475,694)
story4-kicker: ರೋಟರಿ ಸೆಂಟ್ರಲ್ ವತಿಯಿಂದ xyxy=(60,702,220,718)
story5-body-cont: ಮೈಸೂರು, ಸೆ.29(ಎಂಕೆ)- ಮುಡಾ ನಿವೇಶನ ಹಂಚಿಕೆ ಪ್ರಕರಣದಲ್ಲಿ ಲೋಕಾಯುಕ್ತ ಪೊಲೀಸರು ಎಫ್‌ಐಆರ್ ದಾಖಲಿಸಿದ ಬೆನ್ನಲ್ಲೇ ಮುಖ್ಯಮಂತ್ರಿ ಸಿದ್ದರಾಮಯ್ಯ ಮೈಸೂರಿನ ಖಾಸಗಿ ನಿವಾಸದಿಂದ ಭಾನುವಾರ ಸಂಜೆ ಬೆಂಗಳೂರಿಗೆ ಮರಳಿದರು. ಶನಿವಾರ ಮತ್ತು ಭಾನುವಾರ ಮೈಸೂರಿನಲ್ಲಿ ವಿವಿಧ ಕಾರ್ಯಕ್ರಮಗಳಲ್ಲಿ ಭಾಗವಹಿಸಿದ್ದರು. xyxy=(60,1071,290,1112)
page-number-box xyxy=(55,52,99,78)
story7-photo-3-caption: ಮಳವಳ್ಳಿ ಭಾರತೀ ಪ್ರಥಮ ದರ್ಜೆ ಕಾಲೇಜು ತಂಡದಿಂದ ಭಾರತೀಯ ಯೋಧರ ಸ್ಮರಣೆ xyxy=(385,1363,559,1372)
